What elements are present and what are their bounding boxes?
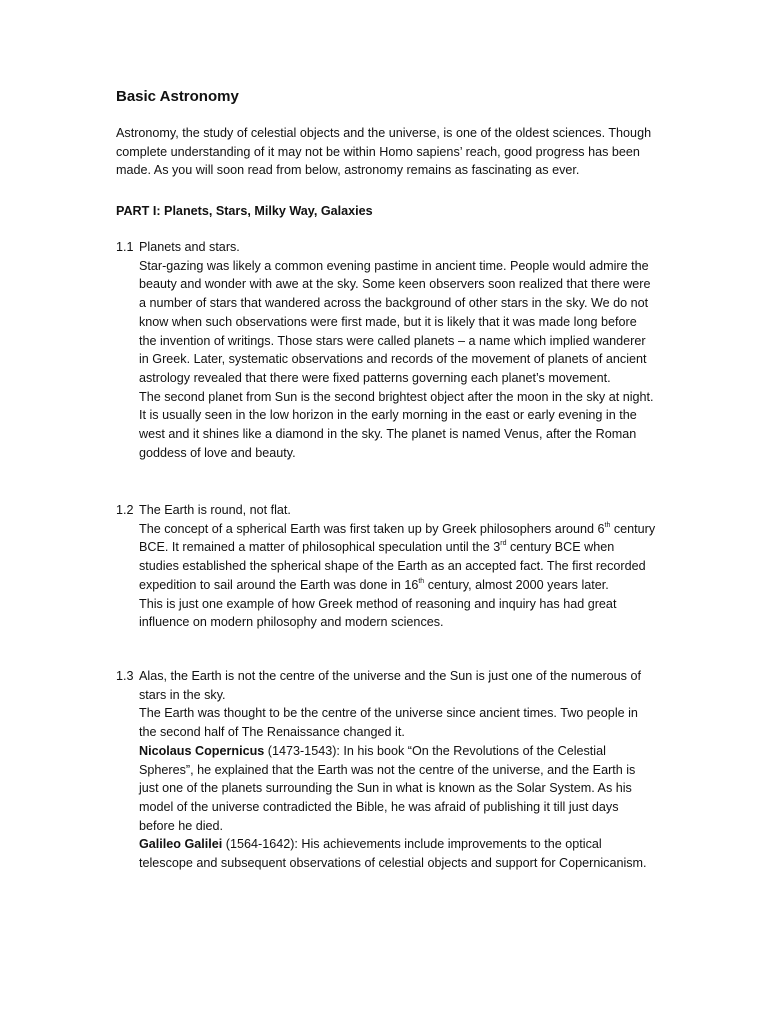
section-title: Alas, the Earth is not the centre of the universe and the Sun is just one of the numerous of stars in the sky. [139, 669, 641, 702]
text-run: century BCE when studies established the spherical shape of the Earth as an accepted fact. The first recorded expedition to sail around the Earth was done in 16 [139, 540, 646, 592]
section-1-3 [116, 667, 656, 873]
person-description: (1564-1642): His achievements include improvements to the optical telescope and subsequent observations of celestial objects and support for Copernicanism. [139, 837, 647, 871]
section-paragraph: The second planet from Sun is the second brightest object after the moon in the sky at night. It is usually seen in the low horizon in the early morning in the east or early evening in the west and it shines like a diamond in the sky. The planet is named Venus, after the Roman goddess of love and beauty. [139, 389, 654, 460]
section-paragraph [139, 520, 656, 595]
section-title: Planets and stars. [139, 240, 240, 254]
superscript: th [418, 577, 425, 585]
text-run: century, almost 2000 years later. [424, 577, 609, 592]
part-heading: PART I: Planets, Stars, Milky Way, Galaxies [116, 204, 373, 218]
intro-paragraph [116, 124, 656, 180]
intro-species: Homo sapiens [379, 144, 460, 159]
section-number: 1.3 [116, 669, 134, 683]
person-name: Galileo Galilei [139, 837, 223, 852]
section-paragraph: Star-gazing was likely a common evening pastime in ancient time. People would admire the beauty and wonder with awe at the sky. Some keen observers soon realized that there were a number of stars that wandered across the background of other stars in the sky. We do not know when such observations were first made, but it is likely that it was made long before the invention of writings. Those stars were called planets – a name which implied wanderer in Greek. Later, systematic observations and records of the movement of planets of ancient astrology revealed that there were fixed patterns governing each planet’s movement. [139, 258, 651, 385]
superscript: th [604, 521, 611, 529]
superscript: rd [500, 540, 507, 548]
section-paragraph: The Earth was thought to be the centre of the universe since ancient times. Two people in the second half of The Renaissance changed it. [139, 706, 638, 740]
section-title: The Earth is round, not flat. [139, 503, 291, 517]
intro-text-1: Astronomy, the study of celestial objects and the universe, is one of the oldest sciences. Though complete understanding of it may not be within [116, 126, 652, 159]
person-entry-copernicus [139, 742, 656, 836]
text-run: century BCE. It remained a matter of philosophical speculation until the 3 [139, 521, 656, 555]
section-number: 1.1 [116, 240, 134, 254]
section-1-1 [116, 238, 656, 462]
section-1-2 [116, 501, 656, 632]
person-name: Nicolaus Copernicus [139, 743, 265, 758]
person-entry-galilei [139, 835, 656, 872]
person-description: (1473-1543): In his book “On the Revolutions of the Celestial Spheres”, he explained that the Earth was not the centre of the universe, and the Earth is just one of the planets surrounding the Sun in what is known as the Solar System. As his model of the universe contradicted the Bible, he was afraid of publishing it till just days before he died. [139, 743, 636, 833]
intro-text-2: ’ reach, good progress has been made. As you will soon read from below, astronomy remains as fascinating as ever. [116, 144, 640, 178]
text-run: The concept of a spherical Earth was first taken up by Greek philosophers around 6 [139, 521, 605, 536]
section-number: 1.2 [116, 503, 134, 517]
section-paragraph: This is just one example of how Greek method of reasoning and inquiry has had great influence on modern philosophy and modern sciences. [139, 596, 617, 630]
document-title: Basic Astronomy [116, 88, 239, 105]
